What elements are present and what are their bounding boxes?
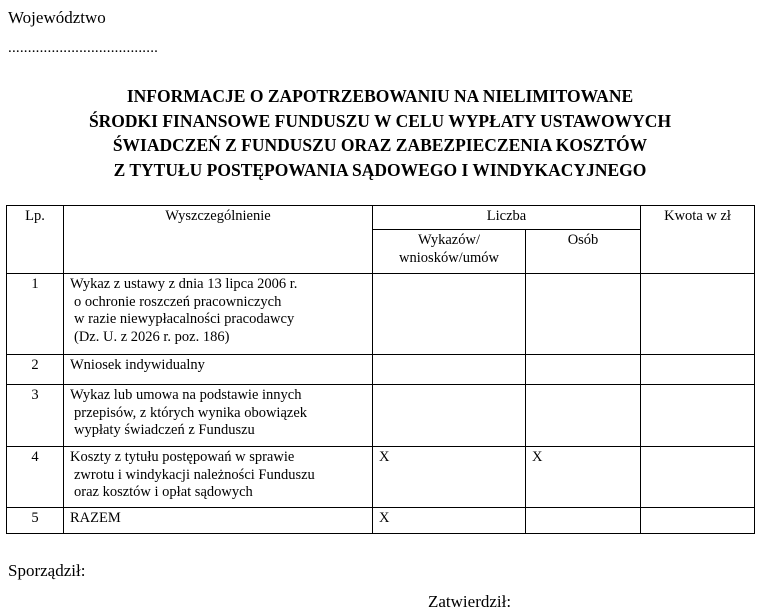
header-count-lists-line: Wykazów/ xyxy=(418,232,480,248)
table-row xyxy=(7,385,755,447)
table-row xyxy=(7,355,755,385)
row-description xyxy=(64,274,373,355)
title-line: ŚRODKI FINANSOWE FUNDUSZU W CELU WYPŁATY USTAWOWYCH xyxy=(88,110,672,131)
title-line: ŚWIADCZEŃ Z FUNDUSZU ORAZ ZABEZPIECZENIA KOSZTÓW xyxy=(112,135,648,155)
row-persons-count xyxy=(526,385,641,447)
approved-by-label: Zatwierdził: xyxy=(428,592,512,611)
description-line: RAZEM xyxy=(70,510,121,526)
row-persons-count xyxy=(526,508,641,534)
row-lists-count: X xyxy=(373,508,526,534)
description-line: przepisów, z których wynika obowiązek xyxy=(74,404,307,421)
row-lists-count: X xyxy=(373,447,526,508)
row-amount xyxy=(641,447,755,508)
row-amount xyxy=(641,274,755,355)
header-count-persons: Osób xyxy=(526,230,641,274)
table-row xyxy=(7,508,755,534)
row-persons-count: X xyxy=(526,447,641,508)
description-line: (Dz. U. z 2026 r. poz. 186) xyxy=(74,328,230,345)
row-lists-count xyxy=(373,274,526,355)
title-line: INFORMACJE O ZAPOTRZEBOWANIU NA NIELIMITOWANE xyxy=(126,86,634,106)
prepared-by-label: Sporządził: xyxy=(8,561,86,580)
header-amount: Kwota w zł xyxy=(641,206,755,274)
header-lp: Lp. xyxy=(7,206,64,274)
description-line: Wykaz lub umowa na podstawie innych xyxy=(70,387,302,403)
row-number: 2 xyxy=(7,355,64,385)
row-number: 1 xyxy=(7,274,64,355)
row-number: 4 xyxy=(7,447,64,508)
header-description: Wyszczególnienie xyxy=(64,206,373,274)
header-count-lists xyxy=(373,230,526,274)
row-amount xyxy=(641,385,755,447)
row-lists-count xyxy=(373,385,526,447)
row-lists-count xyxy=(373,355,526,385)
row-number: 3 xyxy=(7,385,64,447)
row-description xyxy=(64,508,373,534)
description-line: zwrotu i windykacji należności Funduszu xyxy=(74,466,315,483)
description-line: w razie niewypłacalności pracodawcy xyxy=(74,311,295,327)
row-amount xyxy=(641,508,755,534)
description-line: wypłaty świadczeń z Funduszu xyxy=(74,422,255,438)
voivodeship-label: Województwo xyxy=(8,8,106,27)
description-line: Wykaz z ustawy z dnia 13 lipca 2006 r. xyxy=(70,276,298,292)
row-number: 5 xyxy=(7,508,64,534)
row-persons-count xyxy=(526,274,641,355)
row-amount xyxy=(641,355,755,385)
funding-table xyxy=(6,205,755,534)
header-count-lists-line: wniosków/umów xyxy=(399,250,499,266)
document-title xyxy=(0,84,760,182)
description-line: Koszty z tytułu postępowań w sprawie xyxy=(70,449,295,465)
description-line: oraz kosztów i opłat sądowych xyxy=(74,484,253,500)
row-description xyxy=(64,355,373,385)
description-line: Wniosek indywidualny xyxy=(70,357,205,373)
row-persons-count xyxy=(526,355,641,385)
row-description xyxy=(64,447,373,508)
row-description xyxy=(64,385,373,447)
table-row xyxy=(7,274,755,355)
table-row xyxy=(7,447,755,508)
description-line: o ochronie roszczeń pracowniczych xyxy=(74,293,282,310)
title-line: Z TYTUŁU POSTĘPOWANIA SĄDOWEGO I WINDYKACYJNEGO xyxy=(113,159,647,180)
voivodeship-fill-line: ...................................... xyxy=(8,40,159,56)
header-count: Liczba xyxy=(373,206,641,230)
